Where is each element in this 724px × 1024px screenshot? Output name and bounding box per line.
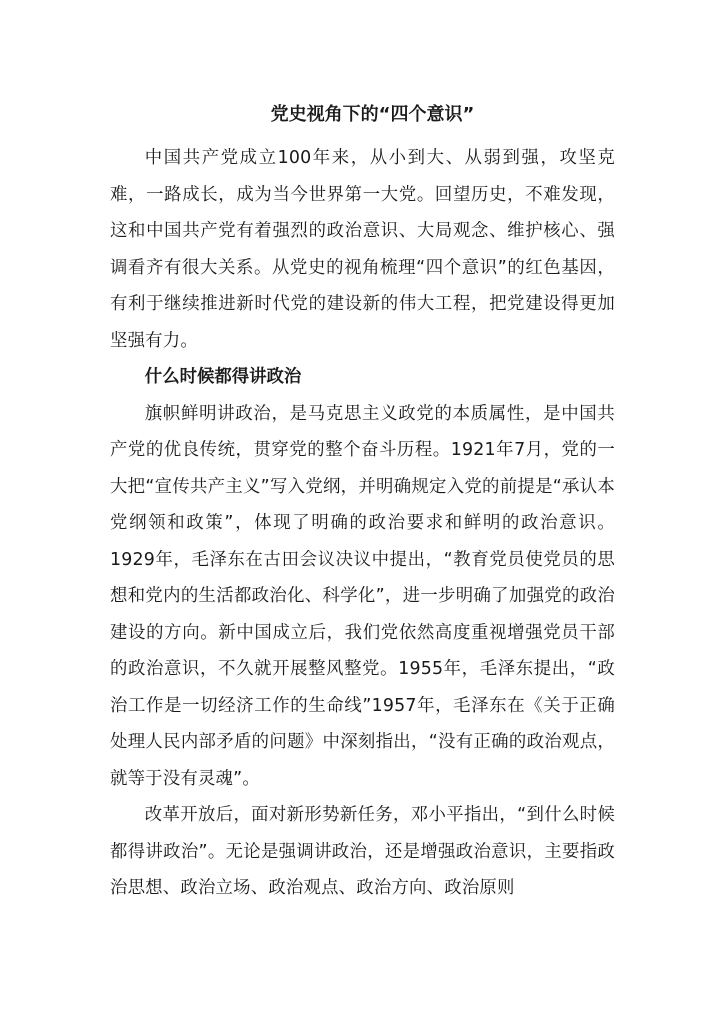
section-paragraph-2: 改革开放后，面对新形势新任务，邓小平指出，“到什么时候都得讲政治”。无论是强调讲政治，还是增强政治意识，主要指政治思想、政治立场、政治观点、政治方向、政治原则 (110, 805, 615, 898)
document-title: 党史视角下的“四个意识” (270, 104, 475, 125)
section-paragraph-1: 旗帜鲜明讲政治，是马克思主义政党的本质属性，是中国共产党的优良传统，贯穿党的整个奋斗历程。1921年7月，党的一大把“宣传共产主义”写入党纲，并明确规定入党的前提是“承认本党纲领和政策”，体现了明确的政治要求和鲜明的政治意识。1929年，毛泽东在古田会议决议中提出，“教育党员使党员的思想和党内的生活都政治化、科学化”，进一步明确了加强党的政治建设的方向。新中国成立后，我们党依然高度重视增强党员干部的政治意识，不久就开展整风整党。1955年，毛泽东提出，“政治工作是一切经济工作的生命线”1957年，毛泽东在《关于正确处理人民内部矛盾的问题》中深刻指出，“没有正确的政治观点，就等于没有灵魂”。 (110, 403, 615, 789)
intro-paragraph: 中国共产党成立100年来，从小到大、从弱到强，攻坚克难，一路成长，成为当今世界第一大党。回望历史，不难发现，这和中国共产党有着强烈的政治意识、大局观念、维护核心、强调看齐有很大关系。从党史的视角梳理“四个意识”的红色基因，有利于继续推进新时代党的建设新的伟大工程，把党建设得更加坚强有力。 (110, 148, 615, 351)
section-heading: 什么时候都得讲政治 (144, 367, 302, 387)
document-page (110, 100, 615, 907)
